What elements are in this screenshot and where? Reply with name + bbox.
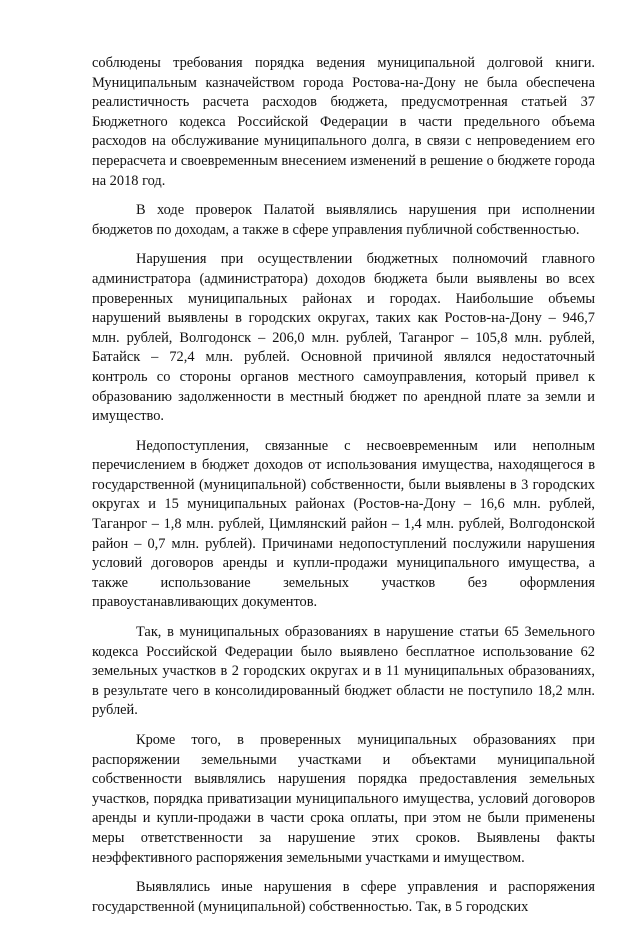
document-page <box>92 54 595 927</box>
paragraph-4: Недопоступления, связанные с несвоевременным или неполным перечислением в бюджет доходов от использования имущества, находящегося в государственной (муниципальной) собственности, были выявлены в 3 городских округах и 15 муниципальных районах (Ростов-на-Дону – 16,6 млн. рублей, Таганрог – 1,8 млн. рублей, Цимлянский район – 1,4 млн. рублей, Волгодонской район – 0,7 млн. рублей). Причинами недопоступлений послужили нарушения условий договоров аренды и купли-продажи муниципального имущества, а также использование земельных участков без оформления правоустанавливающих документов. <box>92 437 595 611</box>
paragraph-3: Нарушения при осуществлении бюджетных полномочий главного администратора (администратора) доходов бюджета были выявлены во всех проверенных муниципальных районах и городах. Наибольшие объемы нарушений выявлены в городских округах, таких как Ростов-на-Дону – 946,7 млн. рублей, Волгодонск – 206,0 млн. рублей, Таганрог – 105,8 млн. рублей, Батайск – 72,4 млн. рублей. Основной причиной являлся недостаточный контроль со стороны органов местного самоуправления, который привел к образованию задолженности в местный бюджет по арендной плате за земли и имущество. <box>92 251 595 425</box>
paragraph-6: Кроме того, в проверенных муниципальных образованиях при распоряжении земельными участками и объектами муниципальной собственности выявлялись нарушения порядка предоставления земельных участков, порядка приватизации муниципального имущества, условий договоров аренды и купли-продажи в части срока оплаты, при этом не были применены меры ответственности за нарушение этих сроков. Выявлены факты неэффективного распоряжения земельными участками и имуществом. <box>92 732 595 866</box>
paragraph-2: В ходе проверок Палатой выявлялись нарушения при исполнении бюджетов по доходам, а также в сфере управления публичной собственностью. <box>92 202 595 238</box>
paragraph-1: соблюдены требования порядка ведения муниципальной долговой книги. Муниципальным казначейством города Ростова-на-Дону не была обеспечена реалистичность расчета расходов бюджета, предусмотренная статьей 37 Бюджетного кодекса Российской Федерации в части предельного объема расходов на обслуживание муниципального долга, в связи с непроведением его перерасчета и своевременным внесением изменений в решение о бюджете города на 2018 год. <box>92 55 595 189</box>
paragraph-5: Так, в муниципальных образованиях в нарушение статьи 65 Земельного кодекса Российской Федерации было выявлено бесплатное использование 62 земельных участков в 2 городских округах и в 11 муниципальных образованиях, в результате чего в консолидированный бюджет области не поступило 18,2 млн. рублей. <box>92 624 595 719</box>
paragraph-7: Выявлялись иные нарушения в сфере управления и распоряжения государственной (муниципальной) собственностью. Так, в 5 городских <box>92 879 595 915</box>
